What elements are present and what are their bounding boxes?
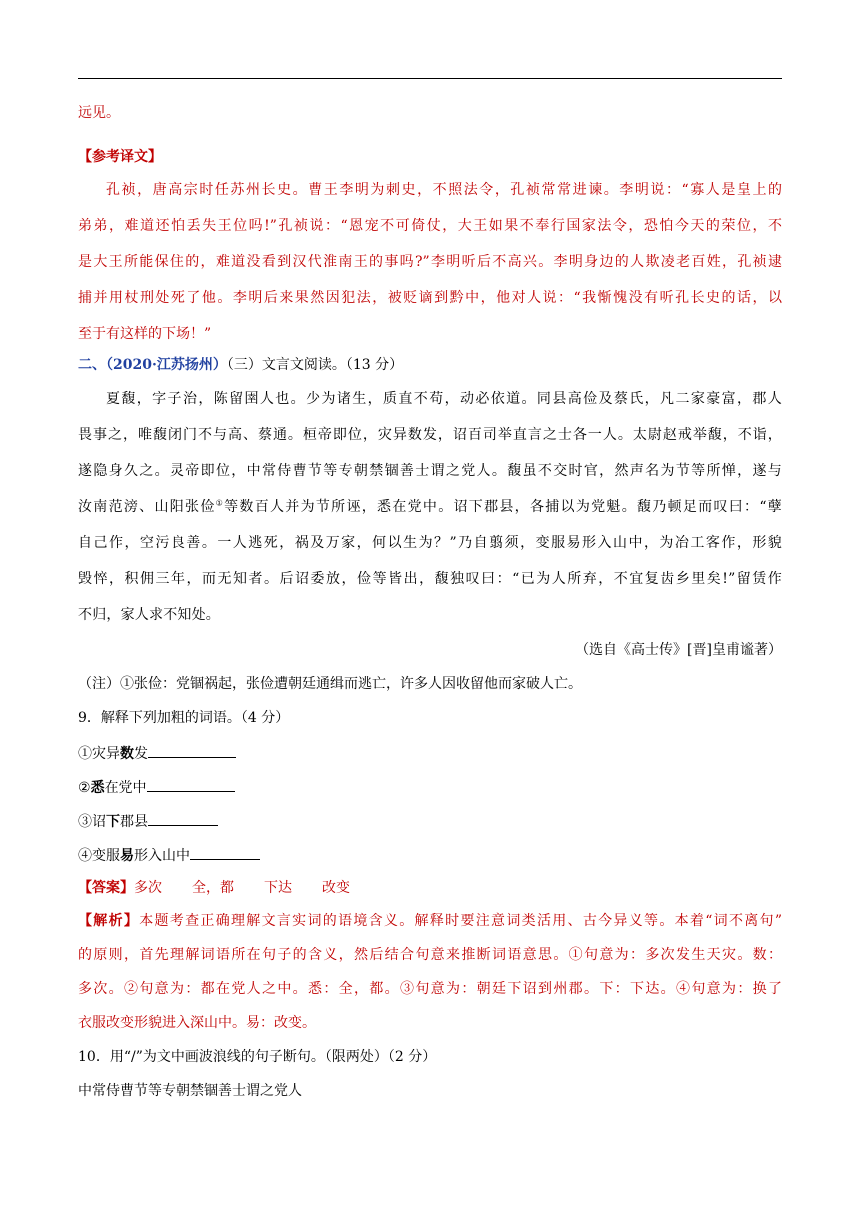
translation-line: 弟弟，难道还怕丢失王位吗!”孔祯说：“恩宠不可倚仗，大王如果不奉行国家法令，恐怕今天的荣位，不 <box>78 218 782 234</box>
section-two-heading <box>78 356 403 374</box>
question-9-title: 9．解释下列加粗的词语。（4 分） <box>78 710 290 726</box>
item-text: ③诏 <box>78 814 106 830</box>
answer-blank[interactable] <box>190 845 260 860</box>
translation-line: 至于有这样的下场！” <box>78 326 212 342</box>
passage-line-with-footnote <box>78 498 782 516</box>
translation-line: 孔祯，唐高宗时任苏州长史。曹王李明为刺史，不照法令，孔祯常常进谏。李明说：“寡人是皇上的 <box>106 182 782 198</box>
answer-value: 改变 <box>322 880 350 896</box>
answer-value: 多次 <box>134 880 162 896</box>
passage-segment: 等数百人并为节所诬，悉在党中。诏下郡县，各捕以为党魁。馥乃顿足而叹曰：“孽 <box>224 499 782 515</box>
section-two-prefix: 二、 <box>78 357 106 373</box>
analysis-text: 本题考查正确理解文言实词的语境含义。解释时要注意词类活用、古今异义等。本着“词不离句” <box>139 913 783 929</box>
analysis-label: 【解析】 <box>78 913 140 929</box>
analysis-line <box>78 912 782 930</box>
analysis-line: 多次。②句意为：都在党人之中。悉：全，都。③句意为：朝廷下诏到州郡。下：下达。④句意为：换了 <box>78 981 782 997</box>
translation-line: 捕并用杖刑处死了他。李明后来果然因犯法，被贬谪到黔中，他对人说：“我惭愧没有听孔长史的话，以 <box>78 290 782 306</box>
item-text: 形入山中 <box>134 848 190 864</box>
passage-line: 畏事之，唯馥闭门不与高、蔡通。桓帝即位，灾异数发，诏百司举直言之士各一人。太尉赵戒举馥，不诣， <box>78 427 782 443</box>
passage-line: 夏馥，字子治，陈留圉人也。少为诸生，质直不苟，动必依道。同县高俭及蔡氏，凡二家豪富，郡人 <box>106 391 782 407</box>
passage-line: 遂隐身久之。灵帝即位，中常侍曹节等专朝禁锢善士谓之党人。馥虽不交时官，然声名为节等所惮，遂与 <box>78 463 782 479</box>
header-rule <box>78 78 782 79</box>
bold-word: 易 <box>120 848 134 864</box>
reference-translation-header: 【参考译文】 <box>78 149 162 165</box>
question-9-item <box>78 743 236 763</box>
question-9-answer <box>78 879 350 897</box>
question-9-item <box>78 777 235 797</box>
previous-answer-end: 远见。 <box>78 105 120 121</box>
bold-word: 悉 <box>90 780 105 796</box>
passage-line: 不归，家人求不知处。 <box>78 607 220 623</box>
answer-label: 【答案】 <box>78 880 134 896</box>
item-text: 郡县 <box>120 814 148 830</box>
analysis-line: 的原则，首先理解词语所在句子的含义，然后结合句意来推断词语意思。①句意为：多次发生天灾。数： <box>78 947 782 963</box>
question-9-item <box>78 811 218 831</box>
footnote: （注）①张俭：党锢祸起，张俭遭朝廷通缉而逃亡，许多人因收留他而家破人亡。 <box>78 676 582 692</box>
passage-line: 毁悴，积佣三年，而无知者。后诏委放，俭等皆出，馥独叹曰：“已为人所弃，不宜复齿乡里矣!”留赁作 <box>78 571 782 587</box>
answer-blank[interactable] <box>147 777 235 792</box>
analysis-line: 衣服改变形貌进入深山中。易：改变。 <box>78 1015 316 1031</box>
item-text: ①灾异 <box>78 746 120 762</box>
answer-value: 全，都 <box>192 880 234 896</box>
item-text: ② <box>78 780 91 796</box>
question-10-sentence: 中常侍曹节等专朝禁锢善士谓之党人 <box>78 1083 302 1099</box>
passage-line: 自己作，空污良善。一人逃死，祸及万家，何以生为？”乃自翦须，变服易形入山中，为冶工客作，形貌 <box>78 535 782 551</box>
section-two-title: （三）文言文阅读。（13 分） <box>226 357 404 373</box>
passage-segment: 汝南范滂、山阳张俭 <box>78 499 216 515</box>
item-text: 发 <box>134 746 148 762</box>
question-9-item <box>78 845 260 865</box>
question-10-title: 10．用“/”为文中画波浪线的句子断句。（限两处）（2 分） <box>78 1049 437 1065</box>
answer-blank[interactable] <box>148 743 236 758</box>
translation-line: 是大王所能保住的，难道没看到汉代淮南王的事吗?”李明听后不高兴。李明身边的人欺凌老百姓，孔祯逮 <box>78 254 782 270</box>
bold-word: 下 <box>106 814 120 830</box>
item-text: 在党中 <box>104 780 147 796</box>
answer-value: 下达 <box>264 880 292 896</box>
answer-blank[interactable] <box>148 811 218 826</box>
item-text: ④变服 <box>78 848 120 864</box>
section-two-source: （2020·江苏扬州） <box>106 357 227 373</box>
bold-word: 数 <box>120 746 134 762</box>
passage-source: （选自《高士传》[晋]皇甫谧著） <box>575 642 782 658</box>
footnote-marker: ① <box>215 498 225 508</box>
